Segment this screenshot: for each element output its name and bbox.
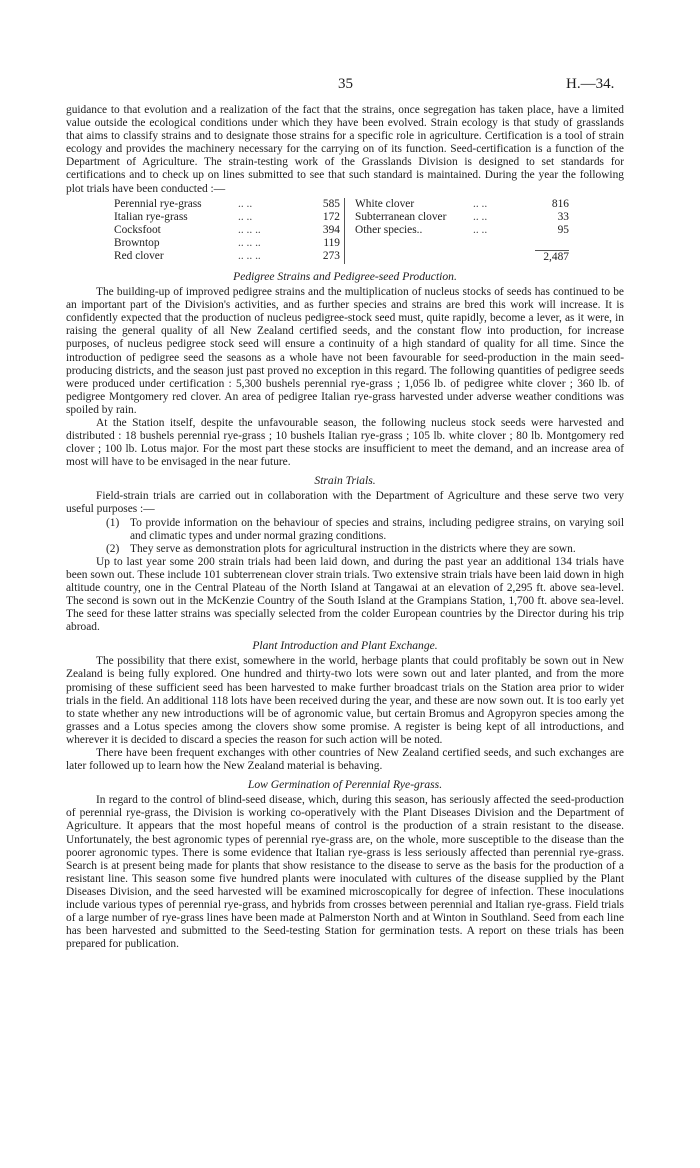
pedigree-paragraph-1: The building-up of improved pedigree strains and the multiplication of nucleus stocks of seeds has continued to be an important part of the Division's activities, and as further species and strains are bred this work will increase. It is confidently expected that the production of nucleus pedigree-stock seed must, quite rapidly, become a lever, as it were, in raising the general quality of all New Zealand certified seeds, and the constant flow into production, for increase purposes, of nucleus pedigree stock seed will ensure a continuity of a high standard of quality for all time. Since the introduction of pedigree seed the seasons as a whole have not been favourable for seed-production in the main seed-producing districts, and the season just past proved no exception in this regard. The following quantities of pedigree seeds were produced under certification : 5,300 bushels perennial rye-grass ; 1,056 lb. of pedigree white clover ; 360 lb. of pedigree Montgomery red clover. An area of pedigree Italian rye-grass harvested under adverse weather conditions was spoiled by rain.	[66, 286, 624, 416]
section-heading-plant-introduction: Plant Introduction and Plant Exchange.	[252, 639, 438, 653]
trial-count: 394	[322, 223, 340, 236]
leader-dots: .. .. ..	[238, 223, 261, 236]
trial-name: Italian rye-grass	[114, 210, 188, 223]
leader-dots: .. ..	[473, 197, 488, 210]
list-item	[106, 517, 624, 543]
trial-count: 33	[557, 210, 569, 223]
section-heading-pedigree: Pedigree Strains and Pedigree-seed Production.	[233, 270, 457, 284]
trial-row	[114, 250, 344, 263]
trial-name: Other species..	[355, 223, 423, 236]
leader-dots: .. ..	[238, 210, 253, 223]
list-text: They serve as demonstration plots for agricultural instruction in the districts where they are sown.	[130, 542, 576, 555]
trial-count: 95	[557, 223, 569, 236]
trial-row	[355, 224, 575, 237]
plant-introduction-paragraph-1: The possibility that there exist, somewhere in the world, herbage plants that could profitably be sown out in New Zealand is being fully explored. One hundred and thirty-two lots were sown out and later planted, and from the more promising of these sufficient seed has been harvested to make further broadcast trials on the Station area prior to wider trials in the field. An additional 118 lots have been received during the year, and these are now sown out. It is too early yet to state whether any new introductions will be of agronomic value, but certain Bromus and Agropyron species among the grasses and a Lotus species among the clovers show some promise. A register is being kept of all introductions, and wherever it is decided to discard a species the reason for such action will be noted.	[66, 655, 624, 746]
trial-name: Perennial rye-grass	[114, 197, 202, 210]
trial-count: 585	[322, 197, 340, 210]
trial-name: Browntop	[114, 236, 160, 249]
section-heading-strain-trials: Strain Trials.	[314, 474, 376, 488]
trial-name: White clover	[355, 197, 415, 210]
trial-name: Subterranean clover	[355, 210, 447, 223]
page-number: 35	[338, 76, 353, 92]
trial-row	[355, 198, 575, 211]
trial-count: 172	[322, 210, 340, 223]
leader-dots: .. .. ..	[238, 236, 261, 249]
intro-paragraph: guidance to that evolution and a realization of the fact that the strains, once segregation has taken place, have a limited value outside the ecological conditions under which they have been evolved. Strain ecology is that study of grasslands that aims to classify strains and to designate those strains for a specific role in agriculture. Certification is a tool of strain ecology and provides the machinery necessary for the carrying on of its function. Seed-certification is a function of the Department of Agriculture. The strain-testing work of the Grasslands Division is designed to set standards for certifications and to check up on lines submitted to see that such standard is maintained. During the year the following plot trials have been conducted :—	[66, 104, 624, 195]
page-body	[66, 104, 624, 951]
list-number: (2)	[106, 542, 120, 555]
leader-dots: .. ..	[473, 210, 488, 223]
leader-dots: .. ..	[473, 223, 488, 236]
page-header	[0, 76, 700, 96]
trials-total: 2,487	[535, 250, 569, 264]
trial-count: 273	[322, 250, 340, 263]
trial-row	[114, 237, 344, 250]
document-reference: H.—34.	[566, 76, 615, 92]
trial-name: Cocksfoot	[114, 223, 161, 236]
trial-name: Red clover	[114, 250, 164, 263]
blank-row	[355, 237, 575, 250]
strain-trials-paragraph-1: Field-strain trials are carried out in collaboration with the Department of Agriculture and these serve two very useful purposes :—	[66, 490, 624, 516]
section-heading-low-germination: Low Germination of Perennial Rye-grass.	[247, 778, 443, 792]
trial-row	[114, 224, 344, 237]
trials-left-column	[114, 198, 344, 264]
trial-count: 119	[323, 236, 340, 249]
plant-introduction-paragraph-2: There have been frequent exchanges with other countries of New Zealand certified seeds, and such exchanges are later followed up to learn how the New Zealand material is behaving.	[66, 747, 624, 773]
pedigree-paragraph-2: At the Station itself, despite the unfavourable season, the following nucleus stock seeds were harvested and distributed : 18 bushels perennial rye-grass ; 10 bushels Italian rye-grass ; 105 lb. white clover ; 80 lb. Montgomery red clover ; 100 lb. Lotus major. For the most part these stocks are insufficient to meet the demand, and an increase area of most will have to be envisaged in the near future.	[66, 416, 624, 469]
trials-right-column	[344, 198, 575, 264]
list-number: (1)	[106, 516, 120, 529]
low-germination-paragraph: In regard to the control of blind-seed disease, which, during this season, has seriously affected the seed-production of perennial rye-grass, the Division is working co-operatively with the Plant Diseases Division and the Department of Agriculture. It appears that the most hopeful means of control is the production of a strain resistant to the disease. Unfortunately, the best agronomic types of perennial rye-grass are, on the whole, more susceptible to the disease than the poorer agronomic types. There is some evidence that Italian rye-grass is less seriously affected than perennial rye-grass. Search is at present being made for plants that show resistance to the disease to serve as the basis for the production of a resistant line. This season some five hundred plants were inoculated with cultures of the disease supplied by the Plant Diseases Division, and the seed harvested will be examined microscopically for degree of infection. These inoculations include various types of perennial rye-grass, and hybrids from crosses between perennial and Italian rye-grass. Field trials of a large number of rye-grass lines have been made at Palmerston North and at Winton in Southland. Seed from each line has been harvested and submitted to the Seed-testing Station for germination tests. A report on these trials has been prepared for publication.	[66, 794, 624, 951]
trial-row	[114, 211, 344, 224]
trial-row	[355, 211, 575, 224]
list-text: To provide information on the behaviour of species and strains, including pedigree strains, on varying soil and climatic types and under normal grazing conditions.	[130, 516, 624, 542]
trial-row	[114, 198, 344, 211]
leader-dots: .. ..	[238, 197, 253, 210]
list-item	[106, 543, 624, 556]
trial-count: 816	[551, 197, 569, 210]
plot-trials-table	[114, 198, 624, 264]
strain-trials-paragraph-2: Up to last year some 200 strain trials had been laid down, and during the past year an additional 134 trials have been sown out. These include 101 subterrenean clover strain trials. Two extensive strain trials have been laid down in high altitude country, one in the Central Plateau of the North Island at Tangawai at an elevation of 2,295 ft. above sea-level. The second is sown out in the McKenzie Country of the South Island at the Grampians Station, 1,700 ft. above sea-level. The seed for these latter strains was specially selected from the colder European countries by the Director during his trip abroad.	[66, 555, 624, 634]
leader-dots: .. .. ..	[238, 250, 261, 263]
purposes-list	[66, 517, 624, 556]
